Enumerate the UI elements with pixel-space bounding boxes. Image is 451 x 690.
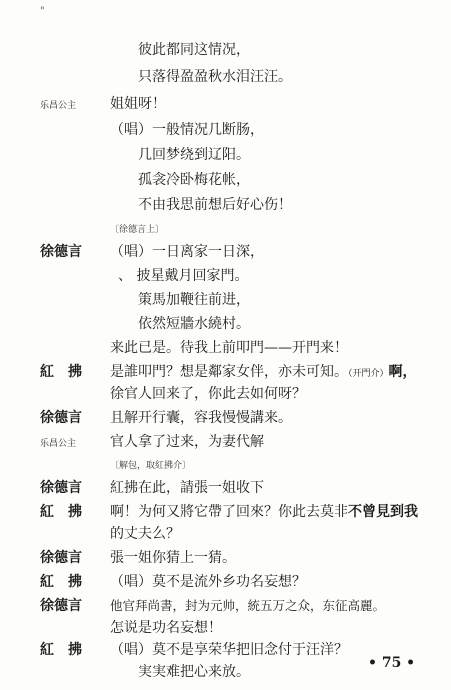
text-line: 姐姐呀！	[110, 96, 166, 112]
text-line: 怎说是功名妄想！	[110, 620, 222, 636]
stage-direction: （开門介）	[348, 369, 389, 379]
text-line: 的丈夫么？	[110, 526, 180, 542]
text-line: 且解开行囊，容我慢慢講来。	[110, 410, 292, 426]
speaker-hongfu: 紅 拂	[40, 364, 82, 380]
page-number: • 75 •	[368, 655, 416, 671]
speaker-hongfu: 紅 拂	[40, 574, 82, 590]
text-line: 紅拂在此，請張一姐收下	[110, 480, 264, 496]
speaker-xudeyan: 徐德言	[40, 480, 82, 496]
speaker-hongfu: 紅 拂	[40, 504, 82, 520]
text-line: 徐官人回来了，你此去如何呀？	[110, 386, 306, 402]
text-line: 、 披星戴月回家門。	[118, 268, 249, 284]
top-mark: "	[40, 6, 45, 17]
speaker-hongfu: 紅 拂	[40, 642, 82, 658]
text-line: （唱）一日离家一日深，	[110, 244, 264, 260]
text-line: 来此已是。待我上前叩門——开門来！	[110, 340, 348, 356]
speaker-lechang: 乐昌公主	[40, 439, 77, 449]
text-line: 策馬加鞭往前进，	[138, 292, 250, 308]
text-line	[110, 502, 418, 522]
text-line	[110, 362, 417, 384]
text-line: 張一姐你猜上一猜。	[110, 550, 236, 566]
speaker-xudeyan: 徐德言	[40, 598, 82, 614]
text-line: 他官拜尚書，封为元帅，統五万之众，东征高麗。	[110, 598, 386, 613]
text-span: 是誰叩門？想是鄰家女伴，亦未可知。	[110, 364, 348, 380]
text-line: 依然短牆水繞村。	[138, 316, 250, 332]
text-span: 不曾見到我	[348, 504, 418, 520]
speaker-xudeyan: 徐德言	[40, 550, 82, 566]
speaker-xudeyan: 徐德言	[40, 244, 82, 260]
speaker-lechang: 乐昌公主	[40, 101, 77, 111]
text-line: 孤衾冷卧梅花帐，	[138, 172, 250, 188]
speaker-xudeyan: 徐德言	[40, 410, 82, 426]
stage-direction: 〔徐德言上〕	[110, 225, 165, 235]
text-line: 彼此都同这情况，	[138, 42, 250, 58]
text-line: （唱）莫不是流外乡功名妄想？	[110, 574, 306, 590]
text-line: （唱）莫不是享荣华把旧念付于汪洋？	[110, 642, 348, 658]
text-line: 実実难把心来放。	[138, 664, 250, 680]
text-span: 啊，	[388, 364, 417, 380]
text-line: （唱）一般情况几断肠，	[110, 122, 264, 138]
text-line: 不由我思前想后好心伤！	[138, 197, 292, 213]
text-line: 几回梦绕到辽阳。	[138, 147, 250, 163]
text-span: 啊！为何又將它帶了回來？你此去莫非	[110, 504, 348, 520]
text-line: 官人拿了过来，为妻代解	[110, 434, 264, 450]
stage-direction: 〔解包，取紅拂介〕	[110, 461, 192, 471]
text-line: 只落得盈盈秋水泪汪汪。	[138, 69, 292, 85]
